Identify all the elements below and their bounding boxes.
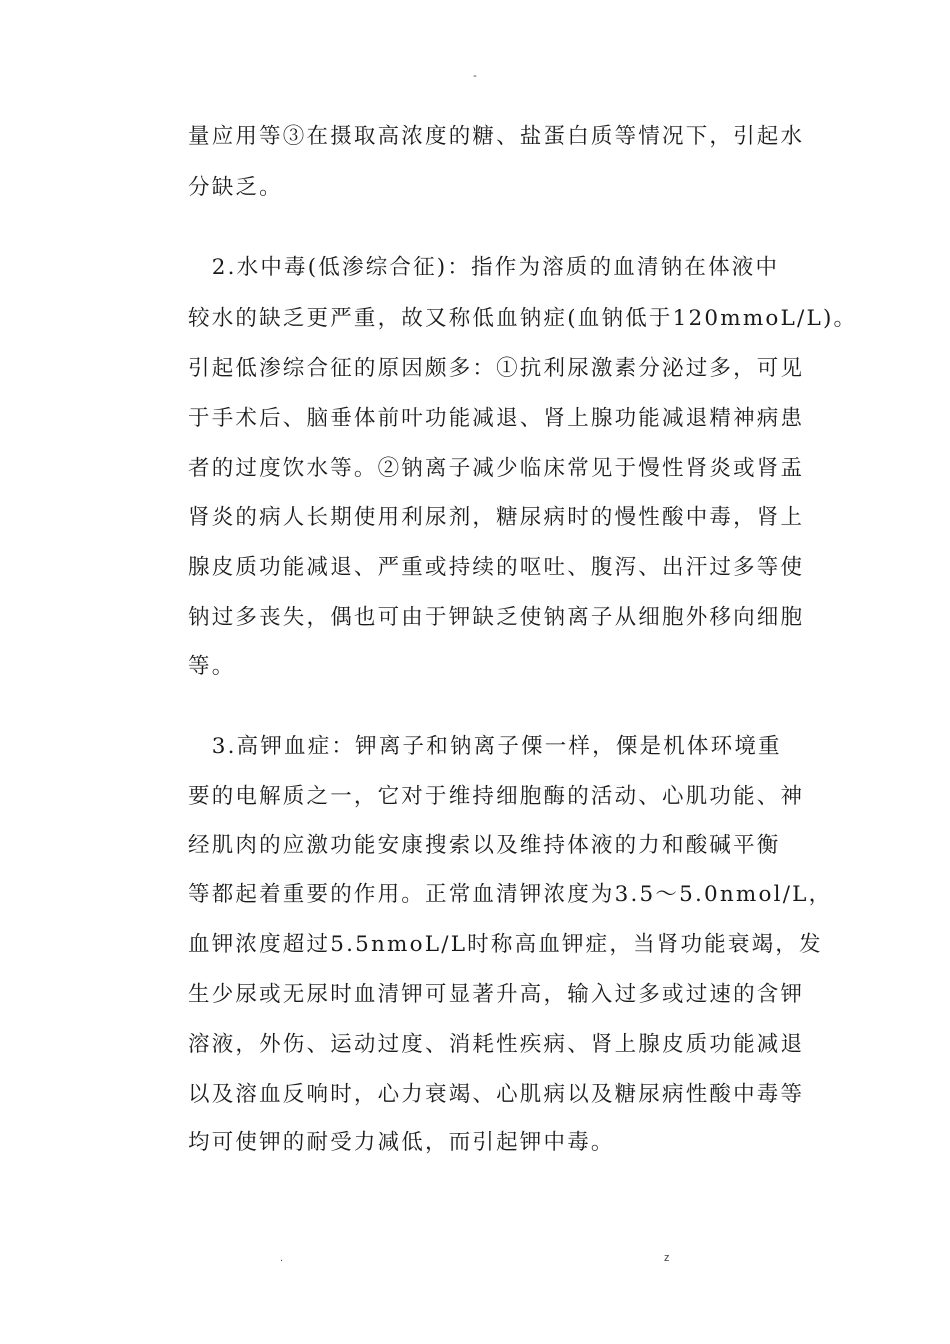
text-line: 分缺乏。	[188, 175, 283, 200]
text-line: 等都起着重要的作用。正常血清钾浓度为3.5～5.0nmol/L，	[188, 882, 833, 907]
text-line: 均可使钾的耐受力减低，而引起钾中毒。	[188, 1130, 615, 1155]
text-line: 生少尿或无尿时血清钾可显著升高，输入过多或过速的含钾	[188, 982, 805, 1007]
text-line: 肾炎的病人长期使用利尿剂，糖尿病时的慢性酸中毒，肾上	[188, 505, 805, 530]
text-line: 者的过度饮水等。②钠离子减少临床常见于慢性肾炎或肾盂	[188, 456, 805, 481]
text-line: 较水的缺乏更严重，故又称低血钠症(血钠低于120mmoL/L)。	[188, 306, 858, 331]
text-line: 于手术后、脑垂体前叶功能减退、肾上腺功能减退精神病患	[188, 406, 805, 431]
text-line: 2.水中毒(低渗综合征)：指作为溶质的血清钠在体液中	[188, 255, 780, 280]
text-line: 钠过多丧失，偶也可由于钾缺乏使钠离子从细胞外移向细胞	[188, 605, 805, 630]
footer-right-mark: z	[664, 1252, 670, 1264]
header-mark: -	[473, 70, 477, 82]
text-line: 量应用等③在摄取高浓度的糖、盐蛋白质等情况下，引起水	[188, 124, 805, 149]
footer-left-mark: .	[280, 1252, 284, 1264]
text-line: 经肌肉的应激功能安康搜索以及维持体液的力和酸碱平衡	[188, 833, 781, 858]
text-line: 溶液，外伤、运动过度、消耗性疾病、肾上腺皮质功能减退	[188, 1032, 805, 1057]
text-line: 等。	[188, 654, 236, 679]
text-line: 血钾浓度超过5.5nmoL/L时称高血钾症，当肾功能衰竭，发	[188, 932, 823, 957]
text-line: 引起低渗综合征的原因颇多：①抗利尿激素分泌过多，可见	[188, 356, 805, 381]
text-line: 腺皮质功能减退、严重或持续的呕吐、腹泻、出汗过多等使	[188, 555, 805, 580]
text-line: 以及溶血反响时，心力衰竭、心肌病以及糖尿病性酸中毒等	[188, 1082, 805, 1107]
text-line: 3.高钾血症：钾离子和钠离子傈一样，傈是机体环境重	[188, 734, 782, 759]
text-line: 要的电解质之一，它对于维持细胞酶的活动、心肌功能、神	[188, 784, 805, 809]
